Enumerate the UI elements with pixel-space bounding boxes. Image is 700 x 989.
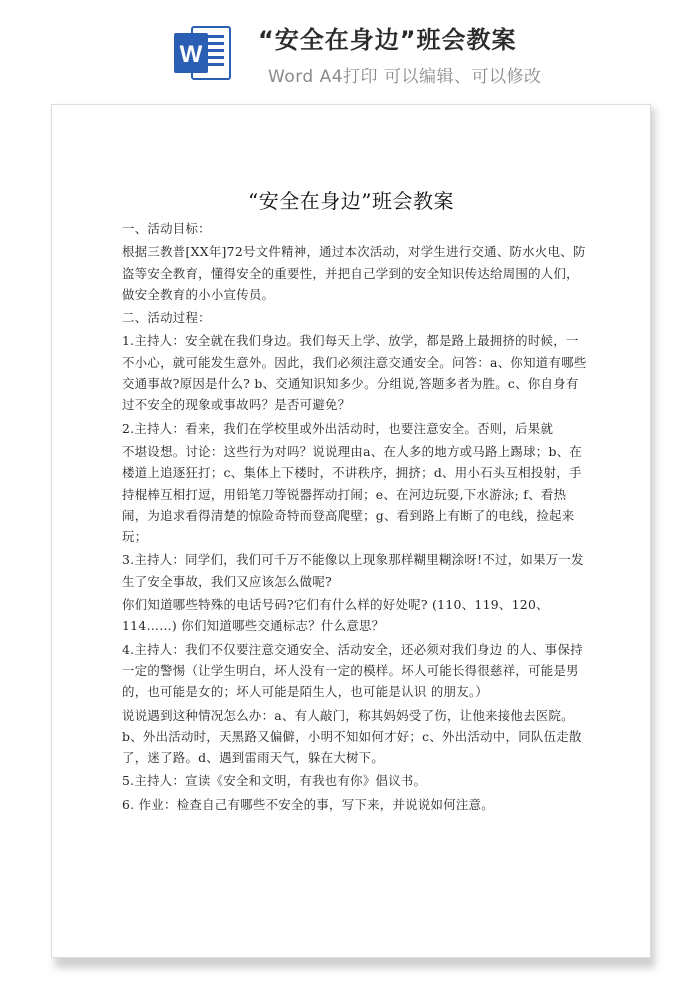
word-icon <box>170 21 234 85</box>
document-title: “安全在身边”班会教案 <box>248 189 454 213</box>
doc-paragraph: 2.主持人：看来，我们在学校里或外出活动时，也要注意安全。否则，后果就 <box>122 420 554 436</box>
doc-paragraph: 不堪设想。讨论：这些行为对吗？说说理由a、在人多的地方或马路上踢球；b、在楼道上追逐狂打；c、集体上下楼时，不讲秩序，拥挤；d、用小石头互相投射，手持棍棒互相打逗，用铅笔刀等锐器挥动打闹；e、在河边玩耍,下水游泳; f、看热闹，为追求看得清楚的惊险奇特而登高爬壁；g、看到路上有断了的电线，捡起来玩； <box>122 443 583 545</box>
doc-paragraph: 4.主持人：我们不仅要注意交通安全、活动安全，还必须对我们身边 的人、事保持一定的警惕（让学生明白，坏人没有一定的模样。坏人可能长得很慈祥，可能是男的，也可能是女的；坏人可能是陌生人，也可能是认识 的朋友。） <box>122 641 583 700</box>
doc-paragraph: 1.主持人：安全就在我们身边。我们每天上学、放学，都是路上最拥挤的时候，一不小心，就可能发生意外。因此，我们必须注意交通安全。问答：a、你知道有哪些交通事故?原因是什么? b、交通知识知多少。分组说,答题多者为胜。c、你自身有过不安全的现象或事故吗？是否可避免？ <box>122 333 587 413</box>
document-page <box>51 104 651 958</box>
doc-paragraph: 二、活动过程： <box>122 310 211 326</box>
page-subtitle: Word A4打印 可以编辑、可以修改 <box>268 67 542 87</box>
page-title: “安全在身边”班会教案 <box>258 26 517 54</box>
doc-paragraph: 一、活动目标： <box>122 221 211 236</box>
doc-paragraph: 根据三教普[XX年]72号文件精神，通过本次活动，对学生进行交通、防水火电、防盗等安全教育，懂得安全的重要性，并把自己学到的安全知识传达给周围的人们，做安全教育的小小宣传员。 <box>122 244 586 302</box>
page-header <box>0 0 700 100</box>
doc-paragraph: 6. 作业：检查自己有哪些不安全的事，写下来，并说说如何注意。 <box>122 796 494 812</box>
document-body <box>122 218 587 817</box>
doc-paragraph: 3.主持人：同学们，我们可千万不能像以上现象那样糊里糊涂呀!不过，如果万一发生了安全事故，我们又应该怎么做呢? <box>122 552 584 589</box>
doc-paragraph: 你们知道哪些特殊的电话号码?它们有什么样的好处呢? (110、119、120、114……) 你们知道哪些交通标志？什么意思？ <box>122 597 549 634</box>
doc-paragraph: 5.主持人：宣读《安全和文明，有我也有你》倡议书。 <box>122 773 427 789</box>
doc-paragraph: 说说遇到这种情况怎么办：a、有人敲门，称其妈妈受了伤，让他来接他去医院。b、外出活动时，天黑路又偏僻，小明不知如何才好；c、外出活动中，同队伍走散了，迷了路。d、遇到雷雨天气，躲在大树下。 <box>122 707 582 766</box>
svg-text:W: W <box>179 41 203 68</box>
